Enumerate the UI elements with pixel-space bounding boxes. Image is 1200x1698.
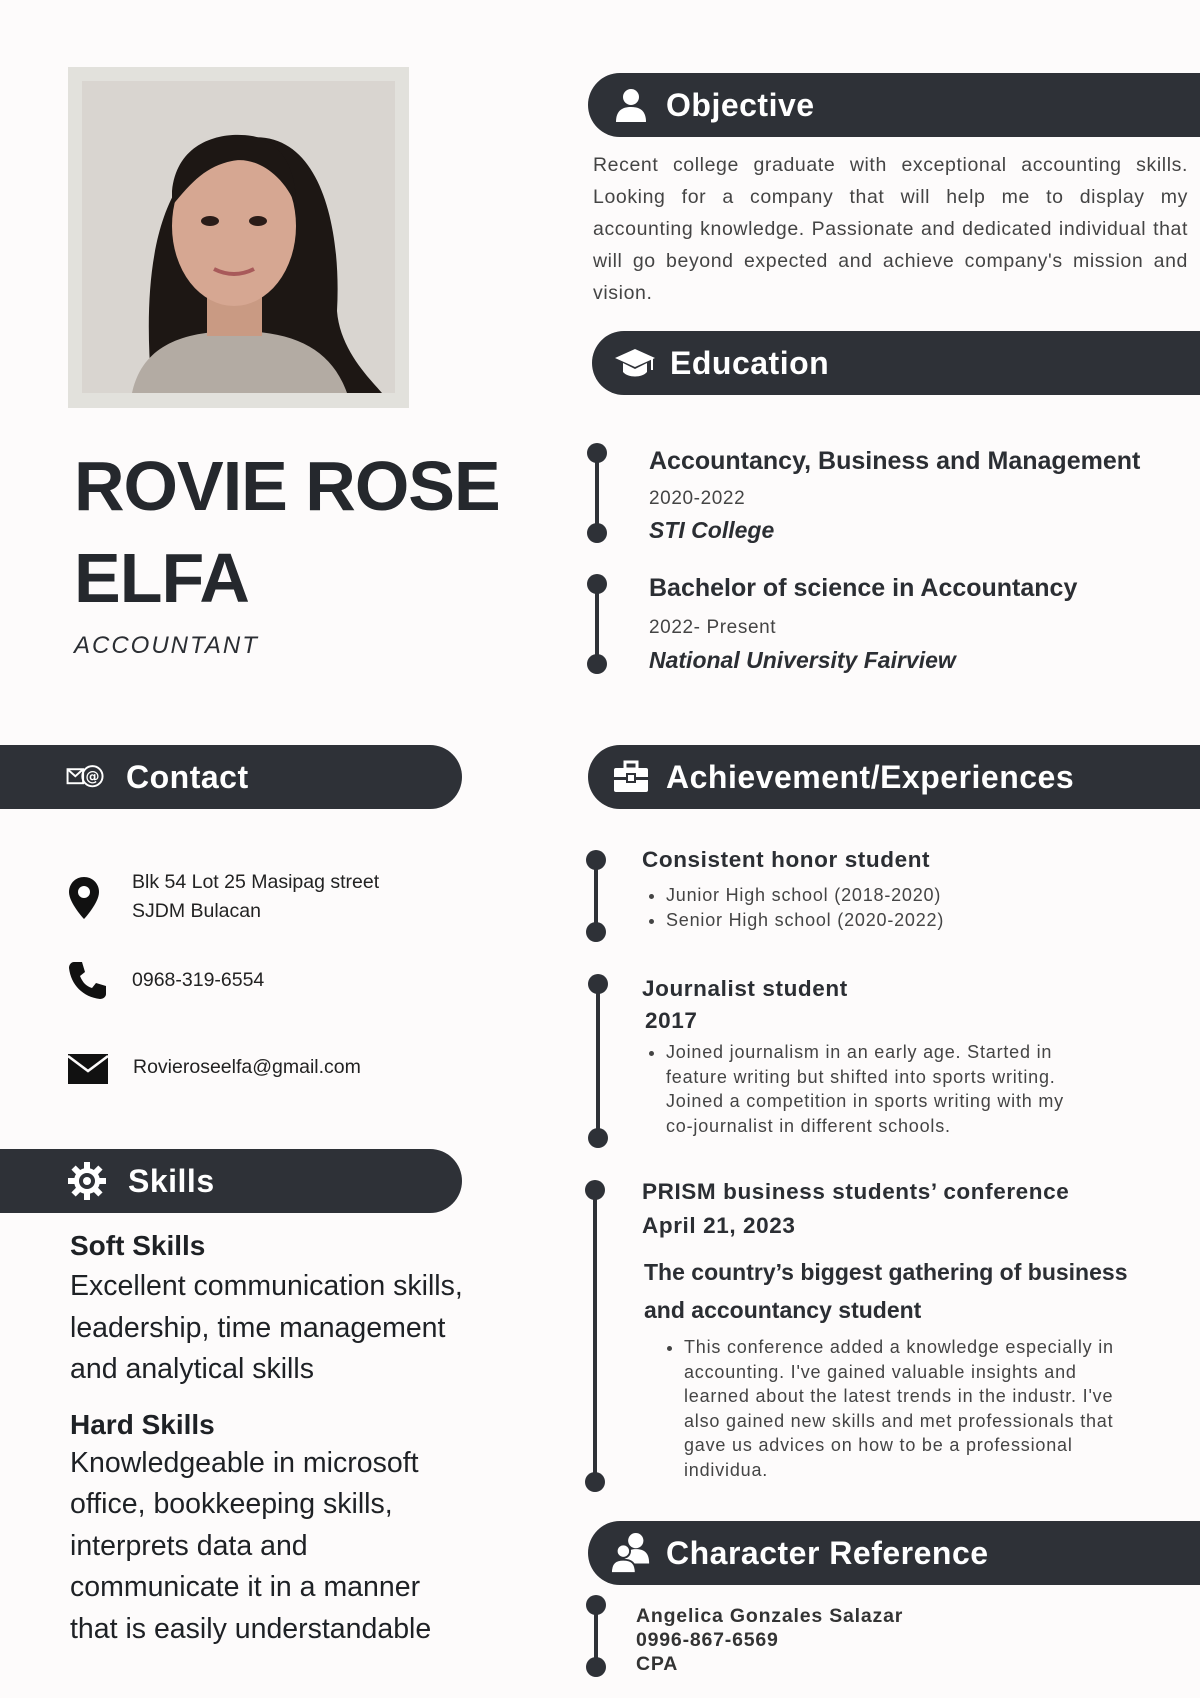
- achievement-list: [642, 883, 944, 932]
- people-icon: [610, 1532, 652, 1574]
- subtitle-line: and accountancy student: [644, 1297, 922, 1323]
- hard-skill-line: interprets data and: [70, 1529, 308, 1562]
- timeline-dot: [588, 974, 608, 994]
- timeline-line: [595, 453, 599, 533]
- hard-skills-text: [70, 1443, 550, 1651]
- list-item: • Senior High school (2020-2022): [666, 908, 944, 933]
- achievement-journalist: [642, 976, 1122, 1138]
- envelope-icon: [68, 1054, 108, 1089]
- years: 2020-2022: [649, 488, 746, 509]
- list-item: • Junior High school (2018-2020): [666, 883, 944, 908]
- email-at-icon: [66, 756, 108, 798]
- soft-skill-line: Excellent communication skills,: [70, 1270, 463, 1302]
- reference-details: [636, 1604, 903, 1676]
- school: STI College: [649, 517, 775, 543]
- achievement-title: Consistent honor student: [642, 847, 931, 872]
- job-role: ACCOUNTANT: [74, 632, 259, 659]
- timeline-dot: [585, 1472, 605, 1492]
- hard-skills-heading: Hard Skills: [70, 1408, 215, 1440]
- school: National University Fairview: [649, 647, 956, 673]
- skills-title: Skills: [128, 1162, 215, 1199]
- contact-email: Rovieroseelfa@gmail.com: [133, 1056, 361, 1078]
- timeline-dot: [586, 1595, 606, 1615]
- education-banner: [592, 331, 1200, 395]
- achievement-title: PRISM business students’ conference: [642, 1179, 1070, 1204]
- timeline-dot: [587, 574, 607, 594]
- contact-title: Contact: [126, 758, 249, 795]
- objective-title: Objective: [666, 86, 815, 123]
- soft-skill-line: and analytical skills: [70, 1353, 314, 1385]
- timeline-dot: [586, 922, 606, 942]
- achievement-list: [642, 1040, 1096, 1138]
- svg-text:@: @: [85, 768, 100, 785]
- skills-content: [70, 1230, 550, 1650]
- timeline-dot: [587, 654, 607, 674]
- achievement-title: Journalist student: [642, 976, 848, 1001]
- address-line-2: SJDM Bulacan: [132, 900, 261, 922]
- achievement-year: 2017: [645, 1008, 698, 1033]
- education-item: [649, 574, 1077, 674]
- reference-title: Character Reference: [666, 1534, 989, 1571]
- list-item: • Joined journalism in an early age. Started in feature writing but shifted into sports writing. Joined a competition in sports writing with my co-journalist in different schools.: [666, 1040, 1096, 1138]
- reference-phone: 0996-867-6569: [636, 1629, 779, 1651]
- list-item: • This conference added a knowledge especially in accounting. I've gained valuable insights and learned about the latest trends in the industr. I've also gained new skills and met professionals that gave us advices on how to be a professional individua.: [684, 1335, 1114, 1482]
- timeline-line: [595, 584, 599, 664]
- timeline-line: [593, 1190, 597, 1482]
- location-pin-icon: [68, 877, 100, 924]
- name-line-2: ELFA: [74, 539, 249, 617]
- candidate-name: [74, 440, 554, 624]
- reference-name: Angelica Gonzales Salazar: [636, 1605, 904, 1627]
- contact-banner: [0, 745, 462, 809]
- education-item: [649, 447, 1140, 544]
- soft-skill-line: leadership, time management: [70, 1311, 446, 1344]
- degree: Bachelor of science in Accountancy: [649, 574, 1078, 602]
- achievements-banner: [588, 745, 1200, 809]
- timeline-dot: [588, 1128, 608, 1148]
- graduation-cap-icon: [614, 342, 656, 384]
- achievements-title: Achievement/Experiences: [666, 758, 1075, 795]
- soft-skills-heading: Soft Skills: [70, 1230, 206, 1261]
- person-icon: [610, 84, 652, 126]
- timeline-dot: [587, 523, 607, 543]
- timeline-dot: [587, 443, 607, 463]
- hard-skill-line: that is easily understandable: [70, 1612, 432, 1645]
- briefcase-icon: [610, 756, 652, 798]
- soft-skills-text: [70, 1266, 550, 1391]
- achievement-subtitle: [644, 1253, 1162, 1329]
- phone-icon: [68, 960, 108, 1005]
- contact-phone: 0968-319-6554: [132, 969, 265, 991]
- gear-icon: [66, 1160, 108, 1202]
- timeline-dot: [586, 850, 606, 870]
- hard-skill-line: communicate it in a manner: [70, 1571, 421, 1603]
- name-line-1: ROVIE ROSE: [74, 447, 500, 525]
- achievement-list: [660, 1335, 1114, 1482]
- reference-banner: [588, 1521, 1200, 1585]
- timeline-dot: [586, 1657, 606, 1677]
- skills-banner: [0, 1149, 462, 1213]
- timeline-dot: [585, 1180, 605, 1200]
- achievement-honor: [642, 847, 944, 932]
- address-line-1: Blk 54 Lot 25 Masipag street: [132, 871, 380, 893]
- subtitle-line: The country’s biggest gathering of business: [644, 1259, 1128, 1285]
- reference-role: CPA: [636, 1653, 679, 1675]
- objective-banner: [588, 73, 1200, 137]
- years: 2022- Present: [649, 617, 777, 638]
- contact-address: [132, 868, 379, 926]
- achievement-prism: [642, 1179, 1162, 1482]
- profile-photo: [82, 81, 395, 393]
- education-title: Education: [670, 344, 830, 381]
- objective-text: Recent college graduate with exceptional accounting skills. Looking for a company that will help me to display my accounting knowledge. Passionate and dedicated individual that will go beyond expected and achieve company's mission and vision.: [593, 154, 1188, 304]
- hard-skill-line: office, bookkeeping skills,: [70, 1488, 393, 1520]
- degree: Accountancy, Business and Management: [649, 447, 1141, 475]
- hard-skill-line: Knowledgeable in microsoft: [70, 1446, 419, 1479]
- achievement-date: April 21, 2023: [642, 1213, 796, 1238]
- timeline-line: [596, 984, 600, 1138]
